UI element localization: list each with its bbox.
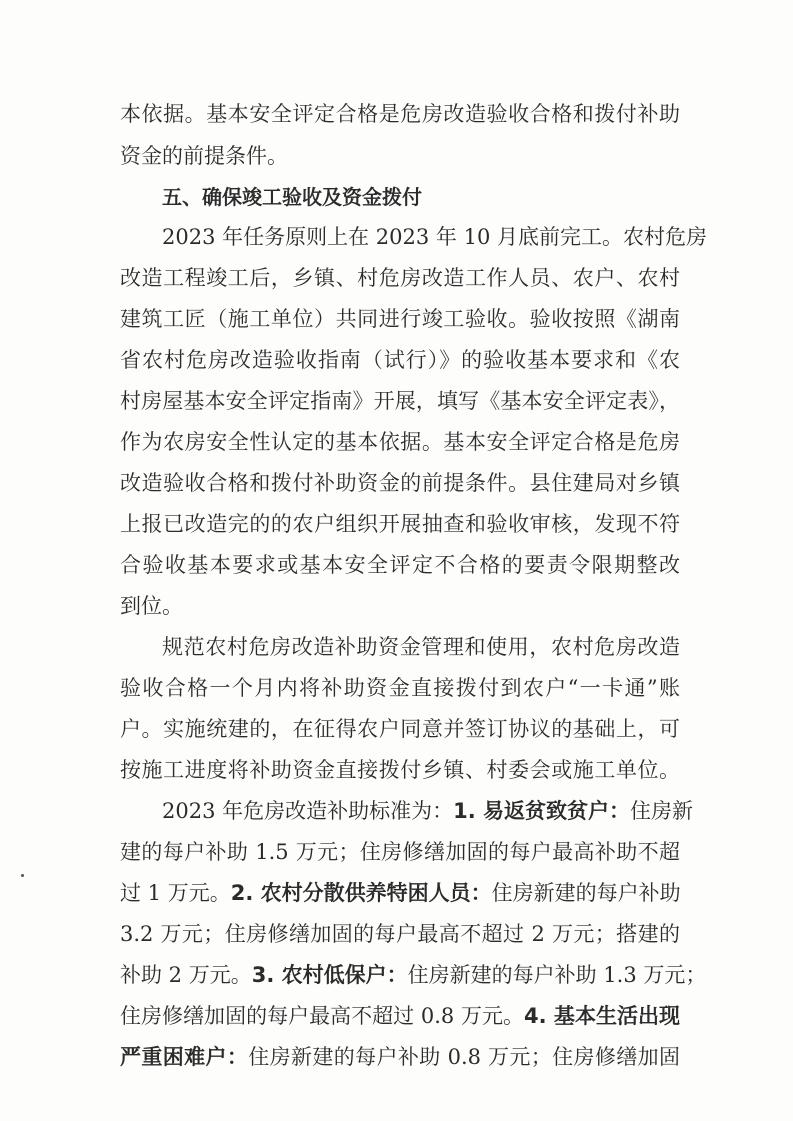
body-line: 按施工进度将补助资金直接拨付乡镇、村委会或施工单位。 (120, 758, 680, 782)
body-line: 本依据。基本安全评定合格是危房改造验收合格和拨付补助 (120, 102, 680, 126)
body-line: 省农村危房改造验收指南（试行）》的验收基本要求和《农 (120, 348, 680, 372)
item-2-cont: 补助 2 万元。 (120, 963, 252, 987)
item-1-cont: 过 1 万元。 (120, 881, 231, 905)
standard-line-6 (120, 998, 680, 1034)
body-line: 村房屋基本安全评定指南》开展，填写《基本安全评定表》， (120, 389, 680, 413)
section-heading: 五、确保竣工验收及资金拨付 (162, 185, 422, 209)
item-2-label: 2. 农村分散供养特困人员： (230, 881, 492, 905)
standard-line-4: 3.2 万元；住房修缮加固的每户最高不超过 2 万元；搭建的 (120, 922, 680, 946)
item-3-label: 3. 农村低保户： (251, 963, 408, 987)
item-4-text: 住房新建的每户补助 0.8 万元；住房修缮加固 (248, 1045, 681, 1069)
item-1-text: 住房新 (630, 799, 694, 823)
body-line: 上报已改造完的的农户组织开展抽查和验收审核，发现不符 (120, 512, 680, 536)
body-line: 改造验收合格和拨付补助资金的前提条件。县住建局对乡镇 (120, 471, 680, 495)
body-line: 作为农房安全性认定的基本依据。基本安全评定合格是危房 (120, 430, 680, 454)
body-line: 改造工程竣工后，乡镇、村危房改造工作人员、农户、农村 (120, 266, 680, 290)
body-line: 建筑工匠（施工单位）共同进行竣工验收。验收按照《湖南 (120, 307, 680, 331)
item-4-label: 4. 基本生活出现 (524, 1004, 680, 1028)
body-line: 验收合格一个月内将补助资金直接拨付到农户“一卡通”账 (120, 676, 680, 700)
standard-line-1 (162, 793, 694, 829)
body-line: 到位。 (120, 594, 183, 618)
body-line: 规范农村危房改造补助资金管理和使用，农村危房改造 (162, 635, 680, 659)
body-line: 资金的前提条件。 (120, 144, 288, 168)
item-4-label-cont: 严重困难户： (120, 1045, 249, 1069)
body-line: 户。实施统建的，在征得农户同意并签订协议的基础上，可 (120, 717, 680, 741)
item-3-cont: 住房修缮加固的每户最高不超过 0.8 万元。 (120, 1004, 525, 1028)
item-2-text: 住房新建的每户补助 (491, 881, 681, 905)
item-1-label: 1. 易返贫致贫户： (453, 799, 631, 823)
body-line: 合验收基本要求或基本安全评定不合格的要责令限期整改 (120, 553, 680, 577)
standard-line-5 (120, 957, 707, 993)
scan-speck (21, 874, 24, 877)
standard-line-2: 建的每户补助 1.5 万元；住房修缮加固的每户最高补助不超 (120, 840, 680, 864)
standard-line-3 (120, 875, 680, 911)
body-line: 2023 年任务原则上在 2023 年 10 月底前完工。农村危房 (162, 225, 707, 249)
standard-line-7 (120, 1039, 680, 1075)
item-3-text: 住房新建的每户补助 1.3 万元； (407, 963, 707, 987)
standard-intro: 2023 年危房改造补助标准为： (162, 799, 454, 823)
